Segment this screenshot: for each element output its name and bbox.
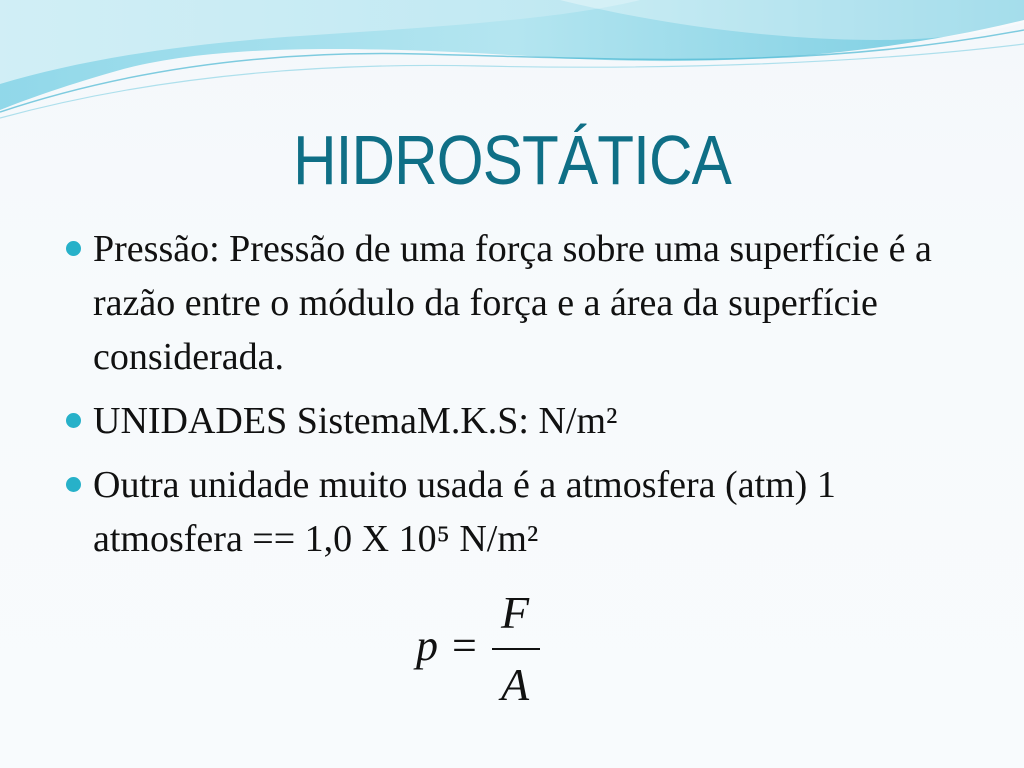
formula-denominator: A <box>500 659 530 710</box>
bullet-dot-icon <box>66 413 81 428</box>
formula-equals: = <box>452 621 477 670</box>
formula-numerator: F <box>500 587 530 638</box>
bullet-text: Outra unidade muito usada é a atmosfera (atm) 1 atmosfera == 1,0 X 10⁵ N/m² <box>93 464 836 560</box>
slide-title: HIDROSTÁTICA <box>293 121 731 199</box>
bullet-list <box>62 222 962 576</box>
bullet-text: UNIDADES SistemaM.K.S: N/m² <box>93 400 618 442</box>
pressure-formula <box>412 585 552 715</box>
bullet-item-atmosphere <box>62 458 962 566</box>
decorative-wave-banner <box>0 0 1024 130</box>
fraction-bar <box>492 648 540 650</box>
bullet-item-pressure-definition <box>62 222 962 384</box>
formula-lhs: p <box>416 621 438 670</box>
bullet-dot-icon <box>66 477 81 492</box>
bullet-text: Pressão: Pressão de uma força sobre uma superfície é a razão entre o módulo da força e a área da superfície considerada. <box>93 228 932 378</box>
bullet-item-units <box>62 394 962 448</box>
bullet-dot-icon <box>66 241 81 256</box>
